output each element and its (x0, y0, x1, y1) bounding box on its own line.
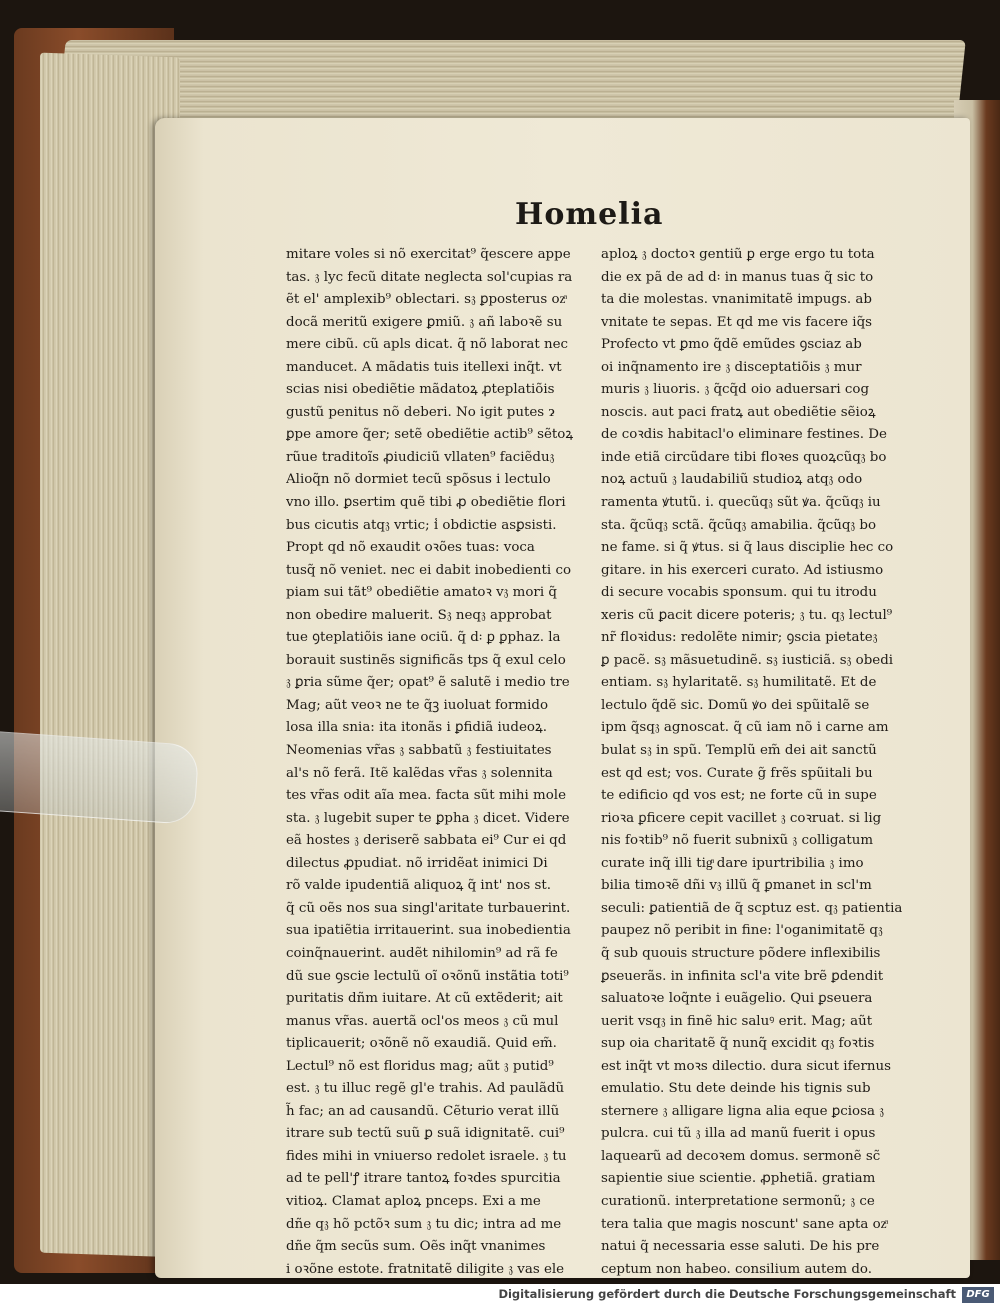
dfg-logo: DFG (962, 1287, 994, 1303)
right-column-line: die ex pã de ad d꞉ in manus tuas q̃ sic to (601, 269, 874, 285)
right-column-line: bulat s𝔷 in spũ. Templũ em̃ dei ait sanctũ (601, 743, 877, 759)
left-column-line: piam sui tãt⁹ obediẽtie amatoꝛ v𝔷 mori q̃ (286, 585, 557, 601)
right-column-line: ne fame. si q̃ ꝟtus. si q̃ laus disciplie hec co (601, 540, 894, 556)
left-column-line: 𝔷 ꝑria sũme q̃er; opat⁹ ẽ salutẽ i medio tre (286, 675, 570, 691)
left-column-line: eã hostes 𝔷 deriserẽ sabbata ei⁹ Cur ei qd (286, 833, 567, 849)
page-heading: Homelia (515, 197, 664, 232)
right-column-line: ramenta ꝟtutũ. i. quecũq𝔷 sũt ꝟa. q̃cũq𝔷 iu (601, 495, 881, 511)
right-column-line: emulatio. Stu dete deinde his tignis sub (601, 1081, 871, 1097)
right-column-line: saluatoꝛe loq̃nte i euãgelio. Qui ꝑseuera (601, 991, 873, 1007)
funding-credit: Digitalisierung gefördert durch die Deutsche Forschungsgemeinschaft (498, 1287, 956, 1301)
left-column-line: gustũ penitus nõ deberi. No igit putes ɂ (286, 404, 555, 420)
left-column-line: est. 𝔷 tu illuc regẽ gl'e trahis. Ad paulãdũ (286, 1081, 565, 1097)
right-column-line: curationũ. interpretatione sermonũ; 𝔷 ce (601, 1193, 875, 1209)
left-column-line: vno illo. ꝑsertim quẽ tibi ꝓ obediẽtie flori (286, 495, 566, 511)
left-column-line: manducet. A mãdatis tuis itellexi inq̃t. vt (286, 359, 562, 375)
right-column-line: curate inq̃ illi tigͣ dare ipurtribilia 𝔷 imo (601, 855, 864, 871)
right-column-line: xeris cũ ꝑacit dicere poteris; 𝔷 tu. q𝔷 lectul⁹ (601, 607, 893, 623)
left-column-line: ꝑpe amore q̃er; setẽ obediẽtie actib⁹ sẽtoꝝ (286, 427, 574, 443)
right-column-line: nr̃ floꝛidus: redolẽte nimir; ꝯscia pietate𝔷 (601, 630, 878, 646)
right-column-line: di secure vocabis sponsum. qui tu itrodu (601, 585, 877, 601)
left-column-line: vitioꝝ. Clamat aploꝝ pnceps. Exi a me (286, 1193, 541, 1209)
left-column-line: non obedire maluerit. S𝔷 neq𝔷 approbat (286, 607, 552, 623)
left-column-line: dñe q𝔷 hõ pctõꝛ sum 𝔷 tu dic; intra ad me (286, 1216, 562, 1232)
right-column-line: uerit vsq𝔷 in finẽ hic saluꝰ erit. Mag; aũt (601, 1013, 873, 1029)
right-column-line: ꝑseuerãs. in infinita scl'a vite brẽ ꝑdendit (601, 968, 884, 984)
right-text-column (601, 244, 919, 1284)
left-column-line: losa illa snia: ita itonãs i ꝑfidiã iudeoꝝ. (286, 720, 547, 736)
right-column-line: paupez nõ peribit in fine: l'oganimitatẽ q𝔷 (601, 923, 883, 939)
left-column-line: mere cibũ. cũ apls dicat. q̃ nõ laborat nec (286, 337, 569, 353)
left-column-line: Mag; aũt veoꝛ ne te q̃ꝫ iuoluat formido (286, 697, 549, 713)
left-column-line: tas. 𝔷 lyc fecũ ditate neglecta sol'cupias ra (286, 269, 573, 285)
right-column-line: aploꝝ 𝔷 doctoꝛ gentiũ ꝑ erge ergo tu tota (601, 247, 875, 262)
left-column-line: sua ipatiẽtia irritauerint. sua inobedientia (286, 923, 571, 939)
right-column-line: muris 𝔷 liuoris. 𝔷 q̃cq̃d oio aduersari cog (601, 382, 870, 398)
right-column-line: de coꝛdis habitacl'o eliminare festines. De (601, 427, 887, 443)
right-column-line: seculi: ꝑatientiã de q̃ scptuz est. q𝔷 patientia (601, 900, 903, 916)
left-column-line: i oꝛõne estote. fratnitatẽ diligite 𝔷 vas ele (286, 1261, 565, 1277)
left-column-line: fides mihi in vniuerso redolet israele. 𝔷 tu (286, 1148, 567, 1164)
left-column-line: tiplicauerit; oꝛõnẽ nõ exaudiã. Quid em̃. (286, 1036, 557, 1052)
left-column-line: puritatis dñm iuitare. At cũ extẽderit; ait (286, 991, 563, 1007)
left-column-line: rũue traditoĩs ꝓiudiciũ vllaten⁹ faciẽdu𝔷 (286, 449, 555, 465)
left-column-line: Lectul⁹ nõ est floridus mag; aũt 𝔷 putid⁹ (286, 1058, 554, 1074)
left-column-line: itrare sub tectũ suũ ꝑ suã idignitatẽ. cui⁹ (286, 1126, 565, 1142)
right-column-line: inde etiã circũdare tibi floꝛes quoꝝcũq𝔷 bo (601, 449, 887, 465)
right-column-line: pulcra. cui tũ 𝔷 illa ad manũ fuerit i opus (601, 1126, 876, 1142)
right-column-line: ta die molestas. vnanimitatẽ impugs. ab (601, 292, 872, 308)
right-column-line: laquearũ ad decoꝛem domus. sermonẽ sc̃ (601, 1148, 881, 1164)
left-column-line: Alioq̃n nõ dormiet tecũ spõsus i lectulo (286, 472, 551, 488)
right-column-line: ipm q̃sq𝔷 agnoscat. q̃ cũ iam nõ i carne am (601, 720, 889, 736)
right-column-line: sup oia charitatẽ q̃ nunq̃ excidit q𝔷 foꝛtis (601, 1036, 875, 1052)
left-column-line: coinq̃nauerint. audẽt nihilomin⁹ ad rã fe (286, 945, 558, 961)
right-column-line: Profecto vt ꝑmo q̃dẽ emũdes ꝯsciaz ab (601, 337, 862, 353)
right-column-line: oi inq̃namento ire 𝔷 disceptatiõis 𝔷 mur (601, 359, 862, 375)
right-column-line: sapientie siue scientie. ꝓphetiã. gratiam (601, 1171, 876, 1187)
right-column-line: rioꝛa ꝑficere cepit vacillet 𝔷 coꝛruat. si lig (601, 810, 882, 826)
left-column-line: mitare voles si nõ exercitat⁹ q̃escere appe (286, 247, 571, 262)
right-column-line: natui q̃ necessaria esse saluti. De his pre (601, 1239, 880, 1255)
right-column-line: sta. q̃cũq𝔷 sctã. q̃cũq𝔷 amabilia. q̃cũq𝔷 bo (601, 517, 877, 533)
right-column-line: bilia timoꝛẽ dñi v𝔷 illũ q̃ ꝑmanet in scl'm (601, 878, 872, 894)
left-column-line: h̃ fac; an ad causandũ. Cẽturio verat illũ (286, 1103, 560, 1119)
right-column-line: vnitate te sepas. Et qd me vis facere iq̃s (601, 314, 873, 330)
right-column-line: entiam. s𝔷 hylaritatẽ. s𝔷 humilitatẽ. Et de (601, 675, 877, 691)
digitization-footer (0, 1284, 1000, 1307)
right-column-line: noꝝ actuũ 𝔷 laudabiliũ studioꝝ atq𝔷 odo (601, 472, 863, 488)
left-column-line: borauit sustinẽs significãs tps q̃ exul celo (286, 652, 566, 668)
right-column-line: est qd est; vos. Curate g̃ frẽs spũitali bu (601, 765, 873, 781)
left-column-line: ad te pell'ꝭ itrare tantoꝝ foꝛdes spurcitia (286, 1171, 561, 1187)
right-column-line: lectulo q̃dẽ sic. Domũ ꝟo dei spũitalẽ se (601, 697, 870, 713)
left-column-line: docã meritũ exigere ꝑmiũ. 𝔷 añ laboꝛẽ su (286, 314, 563, 330)
right-column-line: sternere 𝔷 alligare ligna alia eque ꝑciosa 𝔷 (601, 1103, 884, 1119)
right-column-line: est inq̃t vt moꝛs dilectio. dura sicut ifernus (601, 1058, 891, 1074)
left-text-column (286, 244, 604, 1284)
right-column-line: gitare. in his exerceri curato. Ad istiusmo (601, 562, 884, 578)
right-column-line: q̃ sub quouis structure põdere inflexibilis (601, 945, 881, 961)
left-column-line: tes vr̃as odit aĩa mea. facta sũt mihi mole (286, 788, 566, 804)
right-column-line: noscis. aut paci fratꝝ aut obediẽtie sẽioꝝ (601, 404, 876, 420)
left-column-line: manus vr̃as. auertã ocl'os meos 𝔷 cũ mul (286, 1013, 559, 1029)
right-column-line: nis foꝛtib⁹ nõ fuerit subnixũ 𝔷 colligatum (601, 833, 874, 849)
left-column-line: Neomenias vr̃as 𝔷 sabbatũ 𝔷 festiuitates (286, 743, 552, 759)
left-column-line: tusq̃ nõ veniet. nec ei dabit inobedienti co (286, 562, 572, 578)
right-column-line: tera talia que magis noscunt' sane apta ozͣ (601, 1216, 887, 1232)
left-column-line: rõ valde ipudentiã aliquoꝝ q̃ int' nos st. (286, 878, 551, 894)
right-column-line: ꝑ pacẽ. s𝔷 mãsuetudinẽ. s𝔷 iusticiã. s𝔷 obedi (601, 652, 894, 668)
right-column-line: te edificio qd vos est; ne forte cũ in supe (601, 788, 877, 804)
left-column-line: dũ sue ꝯscie lectulũ oĩ oꝛõnũ instãtia toti⁹ (286, 968, 569, 984)
left-column-line: al's nõ ferã. Itẽ kalẽdas vr̃as 𝔷 solennita (286, 765, 553, 781)
left-column-line: ẽt el' amplexib⁹ oblectari. s𝔷 ꝑposterus ozͣ (286, 292, 566, 308)
left-column-line: dilectus ꝓpudiat. nõ irridẽat inimici Di (286, 855, 548, 871)
left-column-line: scias nisi obediẽtie mãdatoꝝ ꝓteplatiõis (286, 382, 555, 398)
left-column-line: bus cicutis atq𝔷 vrtic; i̾ obdictie asꝑsisti. (286, 517, 557, 533)
left-column-line: sta. 𝔷 lugebit super te ꝑpha 𝔷 dicet. Videre (286, 810, 570, 826)
left-column-line: dñe q̃m secũs sum. Oẽs inq̃t vnanimes (286, 1239, 546, 1255)
left-column-line: Propt qd nõ exaudit oꝛões tuas: voca (286, 540, 535, 556)
plastic-page-clip (0, 731, 200, 825)
left-column-line: q̃ cũ oẽs nos sua singl'aritate turbauerint. (286, 900, 571, 916)
right-column-line: ceptum non habeo. consilium autem do. (601, 1261, 872, 1277)
left-column-line: tue ꝯteplatiõis iane ociũ. q̃ d꞉ ꝑ ꝑphaz. la (286, 630, 561, 646)
